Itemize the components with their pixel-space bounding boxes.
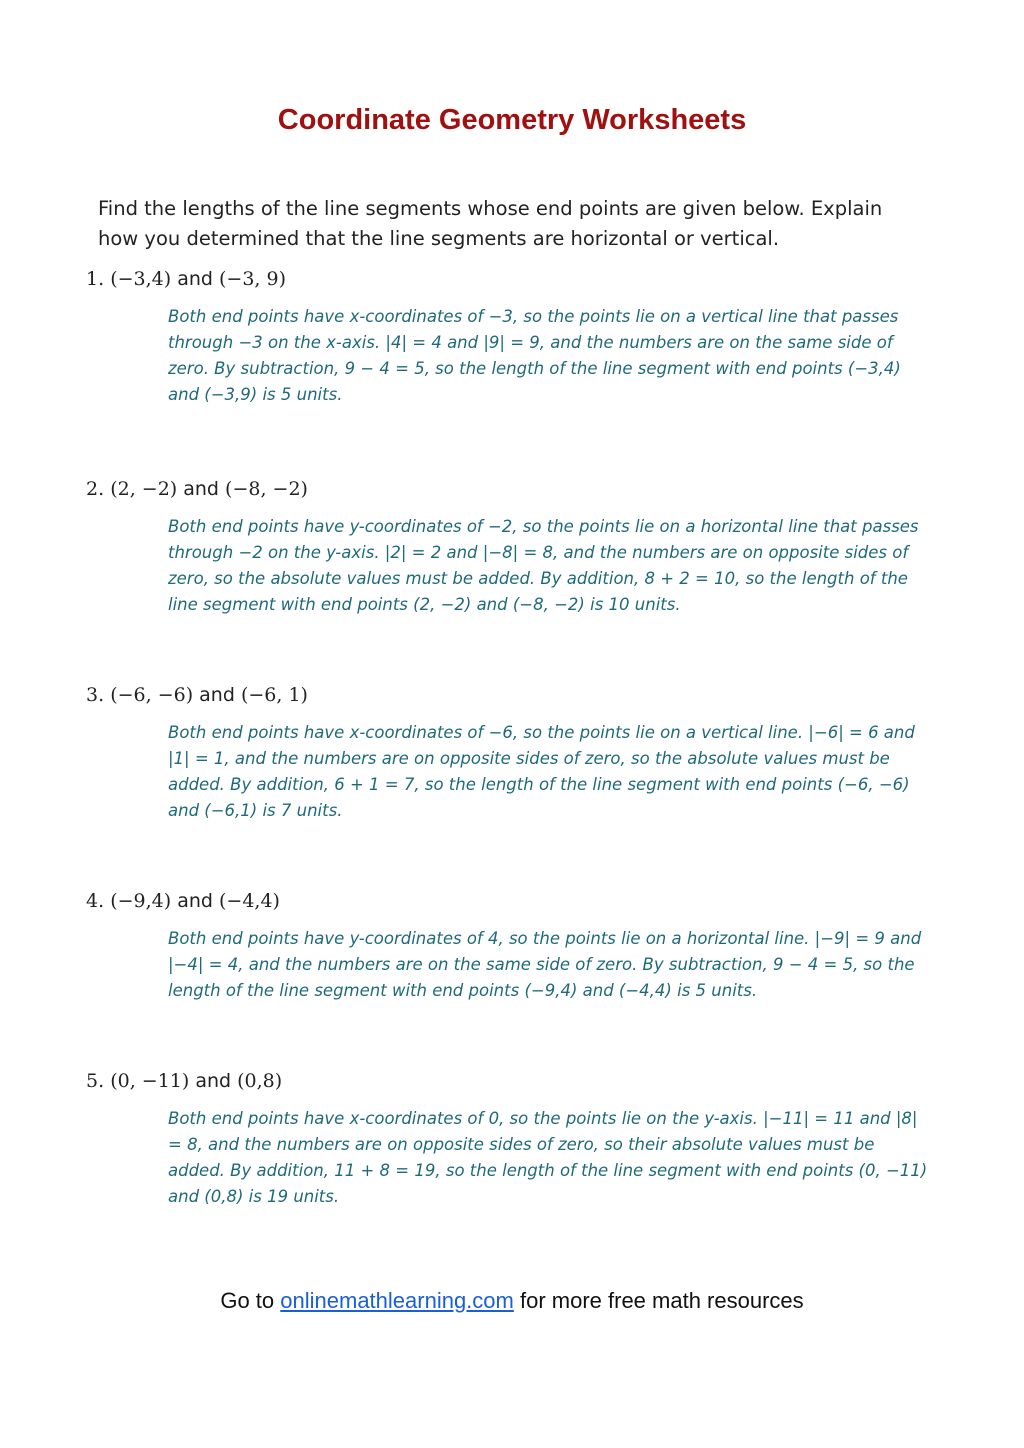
answer-explanation: Both end points have x-coordinates of −3, so the points lie on a vertical line that passes through −3 on the x-axis. |4| = 4 and |9| = 9, and the numbers are on the same side of zero. By subtraction, 9 − 4 = 5, so the length of the line segment with end points (−3,4) and (−3,9) is 5 units. xyxy=(168,307,901,404)
answer-explanation: Both end points have y-coordinates of 4, so the points lie on a horizontal line. |−9| = 9 and |−4| = 4, and the numbers are on the same side of zero. By subtraction, 9 − 4 = 5, so the length of the line segment with end points (−9,4) and (−4,4) is 5 units. xyxy=(168,929,922,1000)
problem-2 xyxy=(86,474,946,618)
problem-question xyxy=(86,474,946,504)
point-a: (−9,4) xyxy=(110,890,172,912)
point-a: (0, −11) xyxy=(110,1070,190,1092)
footer xyxy=(0,1288,1024,1314)
problem-4 xyxy=(86,886,946,1004)
problem-question xyxy=(86,886,946,916)
connector-word: and xyxy=(183,478,219,500)
problem-1 xyxy=(86,264,946,408)
answer-explanation: Both end points have y-coordinates of −2, so the points lie on a horizontal line that passes through −2 on the y-axis. |2| = 2 and |−8| = 8, and the numbers are on opposite sides of zero, so the absolute values must be added. By addition, 8 + 2 = 10, so the length of the line segment with end points (2, −2) and (−8, −2) is 10 units. xyxy=(168,517,919,614)
problem-number: 5. xyxy=(86,1070,105,1092)
problem-number: 4. xyxy=(86,890,105,912)
connector-word: and xyxy=(177,890,213,912)
problem-question xyxy=(86,680,946,710)
onlinemathlearning-link[interactable]: onlinemathlearning.com xyxy=(280,1288,514,1313)
point-a: (−3,4) xyxy=(110,268,172,290)
point-b: (0,8) xyxy=(237,1070,283,1092)
problem-question xyxy=(86,1066,946,1096)
instructions-text: Find the lengths of the line segments whose end points are given below. Explain how you determined that the line segments are horizontal or vertical. xyxy=(98,197,883,250)
problem-number: 3. xyxy=(86,684,105,706)
point-b: (−3, 9) xyxy=(219,268,287,290)
point-b: (−8, −2) xyxy=(225,478,308,500)
problem-number: 2. xyxy=(86,478,105,500)
point-b: (−4,4) xyxy=(219,890,280,912)
answer-explanation: Both end points have x-coordinates of 0, so the points lie on the y-axis. |−11| = 11 and |8| = 8, and the numbers are on opposite sides of zero, so their absolute values must be added. By addition, 11 + 8 = 19, so the length of the line segment with end points (0, −11) and (0,8) is 19 units. xyxy=(168,1109,928,1206)
connector-word: and xyxy=(177,268,213,290)
footer-suffix: for more free math resources xyxy=(519,1288,804,1313)
connector-word: and xyxy=(199,684,235,706)
connector-word: and xyxy=(195,1070,232,1092)
problem-5 xyxy=(86,1066,946,1210)
problem-question xyxy=(86,264,946,294)
footer-prefix: Go to xyxy=(220,1288,275,1313)
point-a: (−6, −6) xyxy=(110,684,194,706)
problem-number: 1. xyxy=(86,268,105,290)
page-title: Coordinate Geometry Worksheets xyxy=(277,104,747,136)
point-b: (−6, 1) xyxy=(240,684,308,706)
point-a: (2, −2) xyxy=(110,478,178,500)
answer-explanation: Both end points have x-coordinates of −6, so the points lie on a vertical line. |−6| = 6 and |1| = 1, and the numbers are on opposite sides of zero, so the absolute values must be added. By addition, 6 + 1 = 7, so the length of the line segment with end points (−6, −6) and (−6,1) is 7 units. xyxy=(168,723,915,820)
problem-3 xyxy=(86,680,946,824)
